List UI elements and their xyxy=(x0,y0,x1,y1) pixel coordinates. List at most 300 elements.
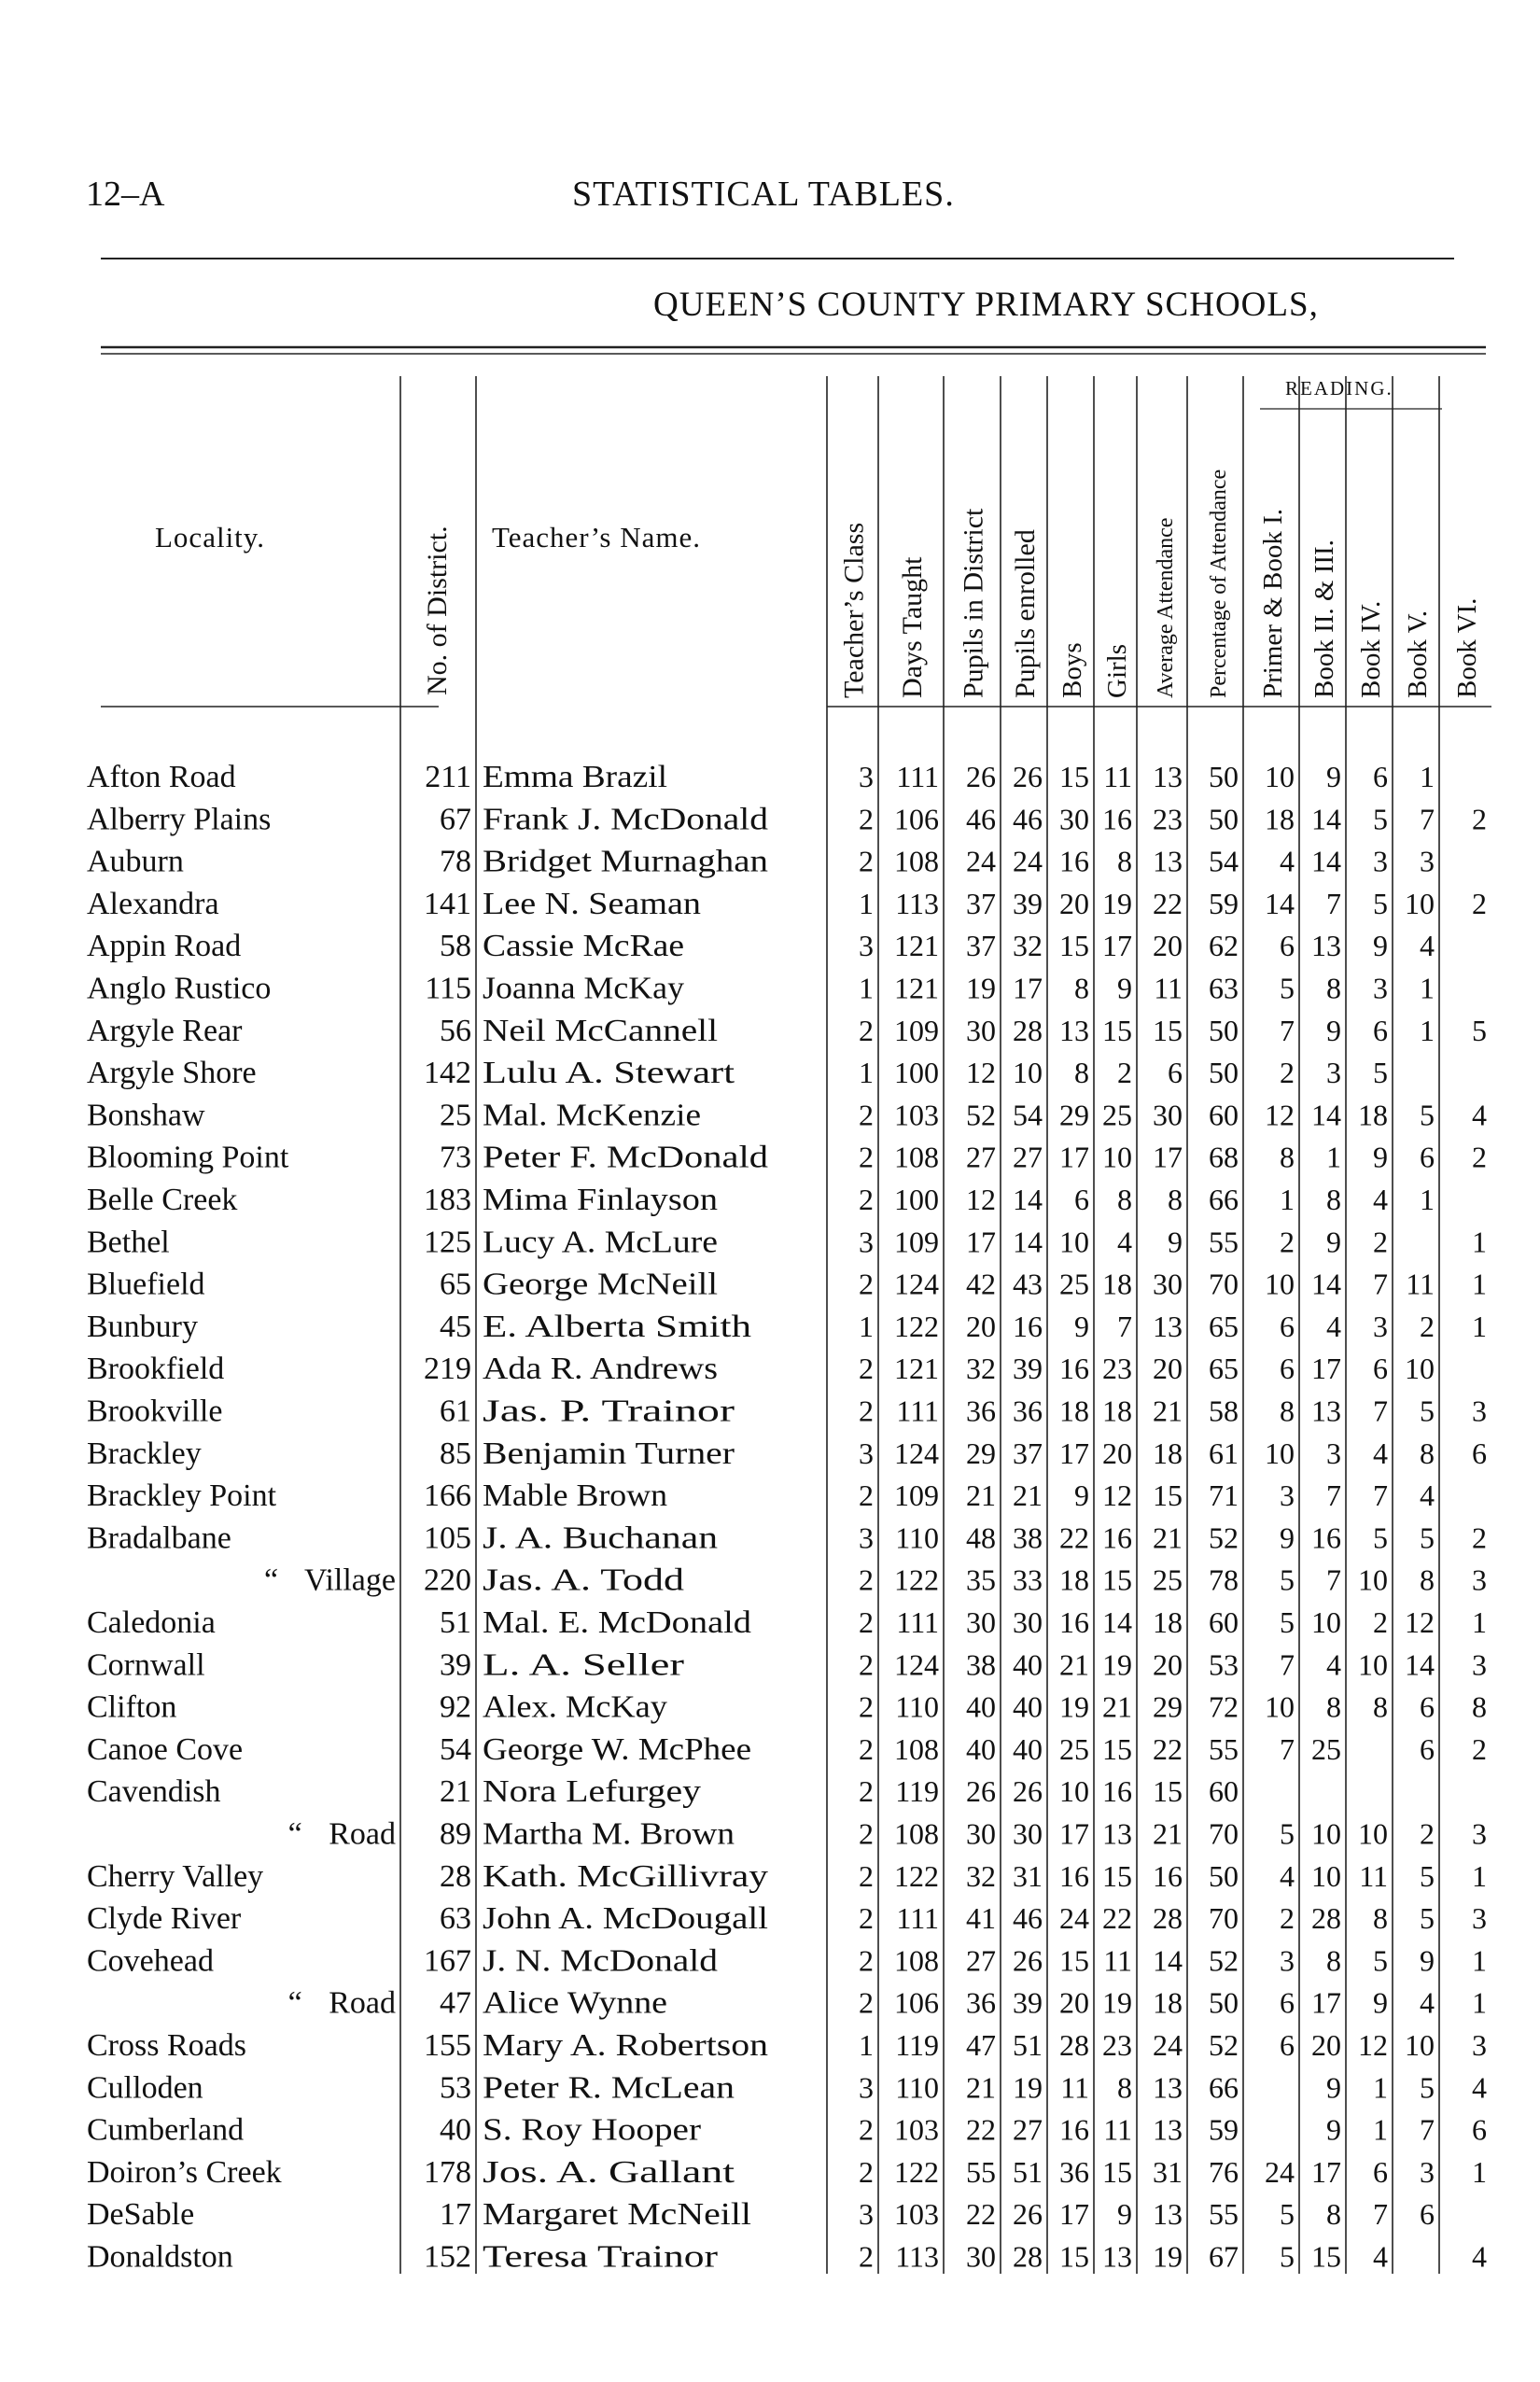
district-cell: 73 xyxy=(440,1140,471,1175)
locality-cell: Bradalbane xyxy=(87,1520,231,1556)
value-cell: 25 xyxy=(1102,1098,1132,1132)
value-cell: 4 xyxy=(1326,1647,1341,1682)
value-cell: 15 xyxy=(1059,760,1089,793)
value-cell: 10 xyxy=(1358,1562,1388,1597)
value-cell: 18 xyxy=(1102,1394,1132,1428)
value-cell: 109 xyxy=(894,1478,939,1513)
locality-cell: Brackley Point xyxy=(87,1478,277,1514)
value-cell: 6 xyxy=(1280,929,1295,963)
district-cell: 67 xyxy=(440,802,471,837)
value-cell: 5 xyxy=(1420,2070,1435,2105)
value-cell: 4 xyxy=(1472,2070,1487,2105)
table-row xyxy=(87,1056,1388,1090)
value-cell: 9 xyxy=(1326,2112,1341,2147)
value-cell: 30 xyxy=(966,1816,996,1851)
district-cell: 178 xyxy=(424,2154,471,2190)
value-cell: 124 xyxy=(894,1436,939,1470)
value-cell: 4 xyxy=(1420,929,1435,963)
column-header-9: Primer & Book I. xyxy=(1258,509,1288,698)
value-cell: 14 xyxy=(1013,1183,1043,1216)
value-cell: 9 xyxy=(1326,1013,1341,1047)
value-cell: 5 xyxy=(1373,886,1388,920)
value-cell: 103 xyxy=(894,1098,939,1132)
value-cell: 19 xyxy=(1153,2239,1183,2274)
value-cell: 2 xyxy=(859,1605,874,1639)
value-cell: 31 xyxy=(1153,2154,1183,2189)
value-cell: 5 xyxy=(1280,1605,1295,1639)
value-cell: 5 xyxy=(1420,1858,1435,1893)
locality-cell: Blooming Point xyxy=(87,1140,289,1175)
value-cell: 70 xyxy=(1209,1816,1239,1851)
value-cell: 3 xyxy=(1326,1056,1341,1090)
value-cell: 4 xyxy=(1472,1098,1487,1132)
value-cell: 3 xyxy=(1280,1943,1295,1978)
value-cell: 9 xyxy=(1074,1478,1089,1513)
table-body xyxy=(87,760,1487,2275)
value-cell: 10 xyxy=(1311,1605,1341,1639)
value-cell: 2 xyxy=(1280,1901,1295,1936)
value-cell: 124 xyxy=(894,1647,939,1682)
value-cell: 19 xyxy=(966,971,996,1005)
value-cell: 3 xyxy=(1326,1436,1341,1470)
value-cell: 10 xyxy=(1405,886,1435,920)
value-cell: 8 xyxy=(1326,1943,1341,1978)
value-cell: 9 xyxy=(1326,2070,1341,2105)
district-cell: 56 xyxy=(440,1013,471,1048)
value-cell: 5 xyxy=(1280,2239,1295,2274)
value-cell: 110 xyxy=(895,1520,939,1555)
value-cell: 110 xyxy=(895,2070,939,2105)
value-cell: 23 xyxy=(1153,802,1183,836)
value-cell: 16 xyxy=(1013,1309,1043,1343)
value-cell: 28 xyxy=(1153,1901,1183,1936)
value-cell: 6 xyxy=(1168,1056,1183,1090)
value-cell: 25 xyxy=(1059,1267,1089,1301)
value-cell: 1 xyxy=(1472,1985,1487,2020)
column-header-6: Girls xyxy=(1102,644,1132,698)
value-cell: 41 xyxy=(966,1901,996,1936)
teacher-cell: J. A. Buchanan xyxy=(483,1520,718,1556)
value-cell: 28 xyxy=(1311,1901,1341,1936)
value-cell: 1 xyxy=(859,1309,874,1343)
value-cell: 22 xyxy=(1059,1520,1089,1555)
value-cell: 3 xyxy=(1420,844,1435,878)
teacher-cell: L. A. Seller xyxy=(483,1647,685,1683)
value-cell: 2 xyxy=(859,2112,874,2147)
district-cell: 115 xyxy=(425,971,471,1006)
value-cell: 17 xyxy=(1059,1436,1089,1470)
value-cell: 55 xyxy=(1209,1225,1239,1259)
table-subtitle: QUEEN’S COUNTY PRIMARY SCHOOLS, xyxy=(653,286,1319,324)
value-cell: 1 xyxy=(1472,2154,1487,2189)
value-cell: 4 xyxy=(1373,2239,1388,2274)
value-cell: 1 xyxy=(1326,1140,1341,1174)
value-cell: 111 xyxy=(896,760,939,793)
value-cell: 15 xyxy=(1059,1943,1089,1978)
value-cell: 4 xyxy=(1373,1183,1388,1216)
value-cell: 8 xyxy=(1420,1562,1435,1597)
value-cell: 2 xyxy=(859,1901,874,1936)
value-cell: 1 xyxy=(1472,1225,1487,1259)
value-cell: 1 xyxy=(1373,2070,1388,2105)
value-cell: 46 xyxy=(966,802,996,836)
value-cell: 1 xyxy=(1472,1267,1487,1301)
table-row xyxy=(87,1394,1487,1429)
district-cell: 17 xyxy=(440,2197,471,2233)
teacher-cell: Mal. E. McDonald xyxy=(483,1605,751,1640)
value-cell: 22 xyxy=(1102,1901,1132,1936)
value-cell: 38 xyxy=(966,1647,996,1682)
table-row xyxy=(87,2070,1487,2105)
page-number: 12–A xyxy=(86,175,165,214)
value-cell: 4 xyxy=(1117,1225,1132,1259)
locality-cell: Clyde River xyxy=(87,1901,242,1937)
locality-cell: Cavendish xyxy=(87,1774,221,1810)
value-cell: 15 xyxy=(1153,1774,1183,1809)
district-cell: 78 xyxy=(440,844,471,879)
district-cell: 21 xyxy=(440,1774,471,1810)
value-cell: 21 xyxy=(966,2070,996,2105)
value-cell: 33 xyxy=(1013,1562,1043,1597)
district-cell: 39 xyxy=(440,1647,471,1683)
teacher-cell: Alex. McKay xyxy=(483,1689,667,1725)
value-cell: 10 xyxy=(1311,1858,1341,1893)
value-cell: 13 xyxy=(1059,1013,1089,1047)
district-header: No. of District. xyxy=(422,525,453,695)
value-cell: 14 xyxy=(1013,1225,1043,1259)
locality-cell: Alberry Plains xyxy=(87,802,272,837)
value-cell: 17 xyxy=(1059,1816,1089,1851)
value-cell: 9 xyxy=(1326,1225,1341,1259)
value-cell: 18 xyxy=(1153,1436,1183,1470)
locality-cell: Covehead xyxy=(87,1943,214,1979)
teacher-cell: Teresa Trainor xyxy=(483,2239,719,2275)
value-cell: 37 xyxy=(1013,1436,1043,1470)
value-cell: 15 xyxy=(1311,2239,1341,2274)
value-cell: 2 xyxy=(1472,1520,1487,1555)
value-cell: 30 xyxy=(966,1605,996,1639)
value-cell: 3 xyxy=(1373,1309,1388,1343)
district-cell: 152 xyxy=(424,2239,471,2275)
value-cell: 111 xyxy=(896,1901,939,1936)
value-cell: 50 xyxy=(1209,1858,1239,1893)
value-cell: 3 xyxy=(859,1225,874,1259)
district-cell: 53 xyxy=(440,2070,471,2106)
value-cell: 16 xyxy=(1311,1520,1341,1555)
value-cell: 15 xyxy=(1059,2239,1089,2274)
teacher-cell: Frank J. McDonald xyxy=(483,802,768,837)
value-cell: 3 xyxy=(1472,1901,1487,1936)
value-cell: 9 xyxy=(1117,2197,1132,2232)
value-cell: 5 xyxy=(1373,1056,1388,1090)
value-cell: 52 xyxy=(1209,1943,1239,1978)
locality-cell: Anglo Rustico xyxy=(87,971,272,1006)
value-cell: 16 xyxy=(1153,1858,1183,1893)
value-cell: 2 xyxy=(859,1816,874,1851)
locality-cell: Cornwall xyxy=(87,1647,205,1683)
value-cell: 1 xyxy=(1420,971,1435,1005)
district-cell: 92 xyxy=(440,1689,471,1725)
value-cell: 27 xyxy=(1013,2112,1043,2147)
table-row xyxy=(288,1986,1487,2021)
value-cell: 12 xyxy=(1102,1478,1132,1513)
value-cell: 5 xyxy=(1373,1520,1388,1555)
district-cell: 51 xyxy=(440,1605,471,1640)
teacher-cell: Jas. P. Trainor xyxy=(483,1394,735,1429)
value-cell: 2 xyxy=(1472,886,1487,920)
value-cell: 32 xyxy=(966,1858,996,1893)
value-cell: 12 xyxy=(1405,1605,1435,1639)
value-cell: 2 xyxy=(859,1858,874,1893)
value-cell: 50 xyxy=(1209,1056,1239,1090)
teacher-cell: Joanna McKay xyxy=(483,971,684,1006)
value-cell: 7 xyxy=(1280,1013,1295,1047)
table-row xyxy=(87,1647,1487,1682)
value-cell: 30 xyxy=(1153,1098,1183,1132)
value-cell: 8 xyxy=(1280,1394,1295,1428)
value-cell: 24 xyxy=(1153,2028,1183,2062)
value-cell: 7 xyxy=(1326,886,1341,920)
district-cell: 155 xyxy=(424,2028,471,2063)
table-row xyxy=(87,1690,1487,1725)
value-cell: 3 xyxy=(1373,844,1388,878)
value-cell: 7 xyxy=(1373,1478,1388,1513)
district-cell: 40 xyxy=(440,2112,471,2148)
value-cell: 18 xyxy=(1059,1562,1089,1597)
district-cell: 54 xyxy=(440,1731,471,1767)
value-cell: 7 xyxy=(1326,1562,1341,1597)
value-cell: 13 xyxy=(1153,844,1183,878)
value-cell: 71 xyxy=(1209,1478,1239,1513)
value-cell: 12 xyxy=(966,1183,996,1216)
value-cell: 4 xyxy=(1326,1309,1341,1343)
value-cell: 122 xyxy=(894,2154,939,2189)
value-cell: 11 xyxy=(1103,760,1132,793)
value-cell: 27 xyxy=(1013,1140,1043,1174)
table-row xyxy=(87,1859,1487,1894)
table-row xyxy=(288,1817,1487,1852)
value-cell: 46 xyxy=(1013,802,1043,836)
locality-cell: Auburn xyxy=(87,844,184,879)
district-cell: 47 xyxy=(440,1985,471,2021)
value-cell: 3 xyxy=(859,2197,874,2232)
value-cell: 30 xyxy=(1013,1605,1043,1639)
teacher-cell: E. Alberta Smith xyxy=(483,1309,751,1344)
table-row xyxy=(87,929,1435,963)
value-cell: 39 xyxy=(1013,1352,1043,1386)
value-cell: 8 xyxy=(1472,1689,1487,1724)
value-cell: 52 xyxy=(966,1098,996,1132)
table-row xyxy=(87,1310,1487,1344)
district-cell: 166 xyxy=(424,1478,471,1514)
locality-cell: Bunbury xyxy=(87,1309,198,1344)
value-cell: 36 xyxy=(966,1394,996,1428)
value-cell: 124 xyxy=(894,1267,939,1301)
value-cell: 108 xyxy=(894,1943,939,1978)
value-cell: 8 xyxy=(1074,971,1089,1005)
value-cell: 11 xyxy=(1154,971,1183,1005)
district-cell: 63 xyxy=(440,1901,471,1937)
value-cell: 59 xyxy=(1209,886,1239,920)
locality-cell: “ Road xyxy=(287,1816,396,1852)
value-cell: 2 xyxy=(859,1731,874,1766)
value-cell: 6 xyxy=(1074,1183,1089,1216)
value-cell: 16 xyxy=(1059,1858,1089,1893)
value-cell: 108 xyxy=(894,1731,939,1766)
value-cell: 8 xyxy=(1326,2197,1341,2232)
value-cell: 70 xyxy=(1209,1267,1239,1301)
value-cell: 17 xyxy=(966,1225,996,1259)
teacher-cell: S. Roy Hooper xyxy=(483,2112,702,2148)
value-cell: 16 xyxy=(1059,1352,1089,1386)
locality-header: Locality. xyxy=(155,521,266,553)
locality-cell: Donaldston xyxy=(87,2239,233,2275)
value-cell: 19 xyxy=(1013,2070,1043,2105)
value-cell: 14 xyxy=(1311,844,1341,878)
value-cell: 108 xyxy=(894,1816,939,1851)
value-cell: 4 xyxy=(1280,844,1295,878)
value-cell: 76 xyxy=(1209,2154,1239,2189)
value-cell: 110 xyxy=(895,1689,939,1724)
value-cell: 3 xyxy=(1280,1478,1295,1513)
value-cell: 2 xyxy=(859,1647,874,1682)
value-cell: 11 xyxy=(1060,2070,1089,2105)
value-cell: 60 xyxy=(1209,1774,1239,1809)
district-cell: 142 xyxy=(424,1056,471,1091)
value-cell: 6 xyxy=(1472,1436,1487,1470)
value-cell: 18 xyxy=(1102,1267,1132,1301)
table-row xyxy=(87,2197,1435,2232)
value-cell: 26 xyxy=(966,760,996,793)
table-row xyxy=(87,1732,1487,1767)
value-cell: 14 xyxy=(1311,1267,1341,1301)
locality-cell: Clifton xyxy=(87,1689,177,1725)
district-cell: 61 xyxy=(440,1394,471,1429)
value-cell: 26 xyxy=(1013,2197,1043,2232)
value-cell: 30 xyxy=(1153,1267,1183,1301)
teacher-cell: George W. McPhee xyxy=(483,1731,751,1767)
value-cell: 15 xyxy=(1102,1013,1132,1047)
district-cell: 219 xyxy=(424,1352,471,1387)
value-cell: 2 xyxy=(859,1985,874,2020)
value-cell: 50 xyxy=(1209,1013,1239,1047)
teacher-cell: Mima Finlayson xyxy=(483,1183,718,1217)
value-cell: 10 xyxy=(1059,1225,1089,1259)
value-cell: 2 xyxy=(859,1774,874,1809)
value-cell: 1 xyxy=(1420,1013,1435,1047)
value-cell: 27 xyxy=(966,1943,996,1978)
teacher-cell: J. N. McDonald xyxy=(483,1943,718,1979)
locality-cell: Caledonia xyxy=(87,1605,216,1640)
value-cell: 1 xyxy=(1472,1605,1487,1639)
district-cell: 125 xyxy=(424,1225,471,1260)
locality-cell: Canoe Cove xyxy=(87,1731,244,1767)
value-cell: 24 xyxy=(1059,1901,1089,1936)
locality-cell: Brookfield xyxy=(87,1352,225,1387)
district-cell: 89 xyxy=(440,1816,471,1852)
value-cell: 13 xyxy=(1153,760,1183,793)
value-cell: 42 xyxy=(966,1267,996,1301)
value-cell: 28 xyxy=(1059,2028,1089,2062)
value-cell: 50 xyxy=(1209,760,1239,793)
table-row xyxy=(87,1098,1487,1132)
value-cell: 35 xyxy=(966,1562,996,1597)
value-cell: 8 xyxy=(1168,1183,1183,1216)
table-row xyxy=(87,1901,1487,1936)
value-cell: 2 xyxy=(1280,1056,1295,1090)
column-header-8: Percentage of Attendance xyxy=(1207,469,1231,698)
district-cell: 105 xyxy=(424,1520,471,1556)
value-cell: 4 xyxy=(1420,1478,1435,1513)
value-cell: 2 xyxy=(859,1394,874,1428)
teacher-cell: Lulu A. Stewart xyxy=(483,1056,735,1091)
value-cell: 20 xyxy=(1059,1985,1089,2020)
table-row xyxy=(87,1774,1239,1809)
value-cell: 10 xyxy=(1265,1436,1295,1470)
locality-cell: Cross Roads xyxy=(87,2028,246,2063)
locality-cell: Bethel xyxy=(87,1225,170,1260)
table-row xyxy=(87,1478,1435,1513)
value-cell: 2 xyxy=(859,1140,874,1174)
value-cell: 10 xyxy=(1059,1774,1089,1809)
value-cell: 113 xyxy=(895,886,939,920)
value-cell: 15 xyxy=(1102,1562,1132,1597)
table-row xyxy=(87,1014,1487,1048)
value-cell: 17 xyxy=(1311,1352,1341,1386)
table-row xyxy=(87,1268,1487,1302)
value-cell: 18 xyxy=(1059,1394,1089,1428)
district-cell: 211 xyxy=(425,760,471,794)
value-cell: 20 xyxy=(1153,1352,1183,1386)
value-cell: 26 xyxy=(1013,760,1043,793)
value-cell: 39 xyxy=(1013,886,1043,920)
value-cell: 13 xyxy=(1102,2239,1132,2274)
value-cell: 2 xyxy=(1280,1225,1295,1259)
value-cell: 26 xyxy=(966,1774,996,1809)
value-cell: 31 xyxy=(1013,1858,1043,1893)
value-cell: 25 xyxy=(1153,1562,1183,1597)
value-cell: 7 xyxy=(1280,1731,1295,1766)
value-cell: 15 xyxy=(1102,1731,1132,1766)
teacher-cell: Benjamin Turner xyxy=(483,1436,735,1471)
value-cell: 23 xyxy=(1102,2028,1132,2062)
teacher-cell: George McNeill xyxy=(483,1267,718,1302)
value-cell: 18 xyxy=(1153,1605,1183,1639)
value-cell: 2 xyxy=(1420,1816,1435,1851)
value-cell: 52 xyxy=(1209,1520,1239,1555)
value-cell: 15 xyxy=(1059,929,1089,963)
teacher-cell: Alice Wynne xyxy=(483,1985,667,2021)
value-cell: 2 xyxy=(1117,1056,1132,1090)
locality-cell: Argyle Rear xyxy=(87,1013,243,1048)
value-cell: 2 xyxy=(1373,1605,1388,1639)
value-cell: 10 xyxy=(1311,1816,1341,1851)
value-cell: 54 xyxy=(1209,844,1239,878)
value-cell: 8 xyxy=(1373,1901,1388,1936)
teacher-cell: Cassie McRae xyxy=(483,929,684,964)
value-cell: 6 xyxy=(1373,1013,1388,1047)
value-cell: 6 xyxy=(1373,2154,1388,2189)
teacher-cell: Mal. McKenzie xyxy=(483,1098,701,1133)
value-cell: 2 xyxy=(859,2154,874,2189)
value-cell: 10 xyxy=(1405,1352,1435,1386)
value-cell: 9 xyxy=(1326,760,1341,793)
value-cell: 28 xyxy=(1013,2239,1043,2274)
value-cell: 21 xyxy=(1059,1647,1089,1682)
value-cell: 50 xyxy=(1209,802,1239,836)
value-cell: 122 xyxy=(894,1858,939,1893)
value-cell: 108 xyxy=(894,844,939,878)
